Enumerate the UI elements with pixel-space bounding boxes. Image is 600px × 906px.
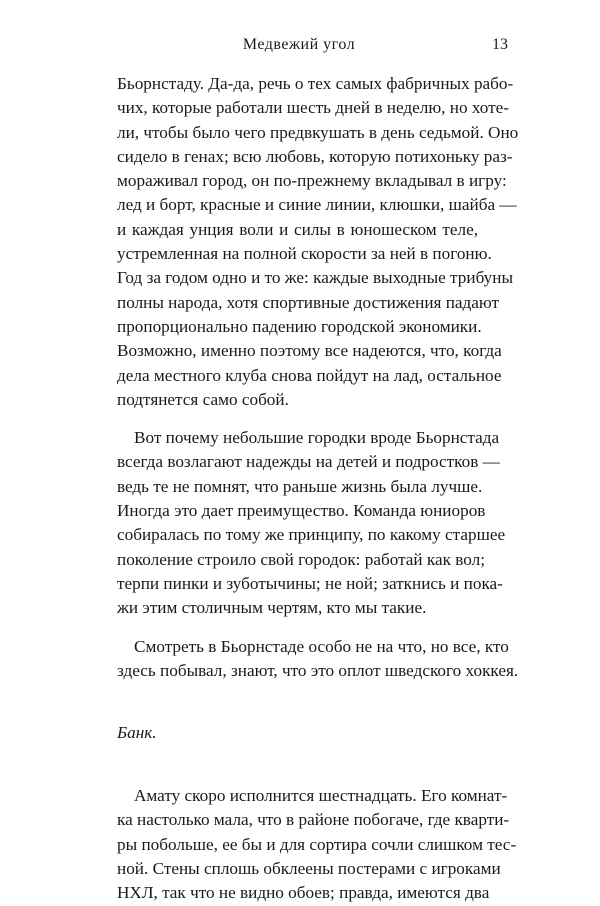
section-spacer — [117, 683, 478, 697]
text-line: Смотреть в Бьорнстаде особо не на что, но все, кто — [134, 636, 509, 656]
paragraph-3 — [117, 635, 519, 684]
text-line: собиралась по тому же принципу, по какому старшее — [117, 525, 506, 545]
text-line: поколение строило свой городок: работай как вол; — [117, 549, 486, 569]
paragraph-1 — [117, 72, 519, 412]
running-head — [90, 34, 508, 56]
text-line: Бьорнстаду. Да-да, речь о тех самых фабричных рабо- — [117, 74, 514, 93]
text-line: мораживал город, он по-прежнему вкладывал в игру: — [117, 171, 507, 191]
text-line: Год за годом одно и то же: каждые выходные трибуны — [117, 268, 514, 288]
paragraph-spacer — [117, 621, 478, 635]
paragraph-spacer — [117, 412, 478, 426]
text-line: ведь те не помнят, что раньше жизнь была лучше. — [117, 476, 483, 496]
text-line: ры побольше, ее бы и для сортира сочли слишком тес- — [117, 834, 517, 854]
paragraph-2 — [117, 426, 506, 620]
running-title: Медвежий угол — [242, 36, 356, 53]
text-line: устремленная на полной скорости за ней в погоню. — [117, 244, 492, 264]
text-line: пропорционально падению городской экономики. — [117, 316, 482, 336]
text-line: жи этим столичным чертям, кто мы такие. — [117, 598, 427, 618]
text-line: терпи пинки и зуботычины; не ной; заткнись и пока- — [117, 573, 503, 593]
section-title: Банк. — [117, 723, 157, 743]
text-line: лед и борт, красные и синие линии, клюшки, шайба — — [117, 195, 517, 215]
paragraph-4 — [117, 784, 517, 905]
text-line: здесь побывал, знают, что это оплот шведского хоккея. — [117, 660, 519, 680]
section-spacer — [117, 746, 478, 770]
section-heading — [117, 721, 478, 745]
page-number: 13 — [492, 36, 508, 53]
section-spacer — [117, 770, 478, 784]
text-line: ли, чтобы было чего предвкушать в день седьмой. Оно — [117, 122, 519, 142]
text-line: и каждая унция воли и силы в юношеском теле, — [117, 219, 478, 239]
text-line: ка настолько мала, что в районе побогаче, где кварти- — [117, 810, 510, 830]
text-line: дела местного клуба снова пойдут на лад, остальное — [117, 365, 502, 385]
text-line: полны народа, хотя спортивные достижения падают — [117, 292, 500, 312]
text-line: всегда возлагают надежды на детей и подростков — — [117, 452, 500, 472]
text-line: Возможно, именно поэтому все надеются, что, когда — [117, 341, 502, 361]
text-line: Амату скоро исполнится шестнадцать. Его комнат- — [134, 786, 508, 806]
text-line: Иногда это дает преимущество. Команда юниоров — [117, 501, 486, 521]
text-line: ной. Стены сплошь обклеены постерами с игроками — [117, 858, 501, 878]
text-line: сидело в генах; всю любовь, которую потихоньку раз- — [117, 146, 513, 166]
text-line: НХЛ, так что не видно обоев; правда, имеются два — [117, 883, 490, 903]
body-text — [117, 72, 519, 906]
text-line: чих, которые работали шесть дней в неделю, но хоте- — [117, 98, 510, 118]
text-line: Вот почему небольшие городки вроде Бьорнстада — [134, 428, 500, 448]
section-spacer — [117, 697, 478, 721]
text-line: подтянется само собой. — [117, 389, 289, 409]
